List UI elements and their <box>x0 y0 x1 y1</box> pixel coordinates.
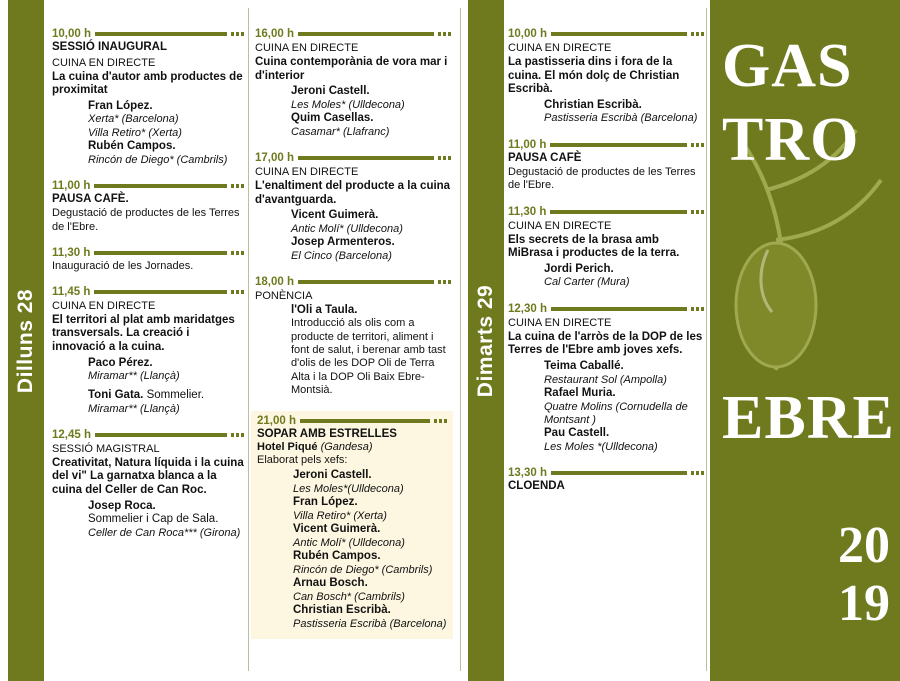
entry-rule <box>551 471 687 475</box>
person-name: Rubén Campos. <box>88 139 176 152</box>
entry-desc: La cuina d'autor amb productes de proximitat <box>52 70 243 97</box>
person-place: Antic Molí* (Ulldecona) <box>293 537 405 550</box>
brand-title-line3: EBRE <box>722 384 895 452</box>
entry-time-row <box>255 28 451 40</box>
entry-rule <box>551 307 687 311</box>
person-name: Paco Pérez. <box>88 356 153 369</box>
entry-time-row <box>257 415 447 427</box>
entry-headline: El territori al plat amb maridatges transversals. La creació i innovació a la cuina. <box>52 313 235 354</box>
person-name: Jordi Perich. <box>544 262 614 275</box>
person <box>88 140 244 167</box>
schedule-entry <box>52 286 244 416</box>
entry-people <box>508 99 704 126</box>
entry-time: 17,00 h <box>255 152 294 165</box>
person <box>88 357 244 384</box>
entry-time-row <box>52 247 244 259</box>
entry-dots-icon <box>434 419 447 423</box>
person-place: Rincón de Diego* (Cambrils) <box>293 564 433 577</box>
day-tab-monday-label: Dilluns 28 <box>14 288 37 393</box>
person <box>293 550 447 577</box>
entry-time-row <box>52 28 244 40</box>
person-name: Christian Escribà. <box>544 98 642 111</box>
schedule-entry <box>255 152 451 263</box>
entry-headline: CLOENDA <box>508 479 565 492</box>
person-name: Fran López. <box>88 99 153 112</box>
entry-desc: Degustació de productes de les Terres de l'Ebre. <box>52 207 240 233</box>
brand-year-line1: 20 <box>838 517 890 574</box>
person <box>544 99 704 126</box>
entry-time: 10,00 h <box>508 28 547 40</box>
person-place: Can Bosch* (Cambrils) <box>293 591 405 604</box>
entry-headline: Creativitat, Natura líquida i la cuina del vi" La garnatxa blanca a la cuina del Celler de Can Roc. <box>52 456 244 497</box>
entry-headline: PAUSA CAFÈ. <box>52 192 129 205</box>
person-name-line <box>88 384 244 403</box>
person-place: Villa Retiro* (Xerta) <box>293 510 387 523</box>
entry-kicker: CUINA EN DIRECTE <box>52 56 156 69</box>
person-place: Pastisseria Escribà (Barcelona) <box>293 618 447 631</box>
person-place: Cal Carter (Mura) <box>544 276 630 289</box>
entry-dots-icon <box>691 471 704 475</box>
entry-subtitle: Elaborat pels xefs: <box>257 454 348 467</box>
schedule-entry <box>255 28 451 139</box>
entry-rule <box>300 419 430 423</box>
entry-time-row <box>508 303 704 315</box>
entry-time: 12,30 h <box>508 302 547 315</box>
person-role: Sommelier. <box>143 388 205 401</box>
person <box>544 387 704 427</box>
schedule-entry <box>52 180 244 234</box>
entry-time: 11,00 h <box>52 179 91 192</box>
person-place: Pastisseria Escribà (Barcelona) <box>544 112 698 125</box>
person <box>293 496 447 523</box>
person-name: Fran López. <box>293 496 358 509</box>
person-name: Toni Gata. <box>88 388 144 401</box>
entry-dots-icon <box>691 210 704 214</box>
person-name: Quim Casellas. <box>291 112 374 125</box>
person-name: Jeroni Castell. <box>293 469 372 482</box>
entry-kicker: CUINA EN DIRECTE <box>508 42 612 54</box>
person <box>293 523 447 550</box>
person-name: Teima Caballé. <box>544 359 624 372</box>
schedule-entry <box>52 247 244 273</box>
entry-kicker: CUINA EN DIRECTE <box>508 316 612 329</box>
person <box>88 100 244 140</box>
person-place: Miramar** (Llançà) <box>88 402 180 415</box>
entry-dots-icon <box>231 290 244 294</box>
person <box>293 604 447 631</box>
person <box>88 500 244 541</box>
person <box>544 427 704 454</box>
schedule-entry <box>508 467 704 494</box>
entry-rule <box>298 156 434 160</box>
column-divider <box>460 8 461 671</box>
person-name: Christian Escribà. <box>293 604 391 617</box>
entry-time: 13,30 h <box>508 466 547 479</box>
brand-title-line2: TRO <box>722 106 860 174</box>
entry-time-row <box>52 429 244 441</box>
entry-dots-icon <box>438 156 451 160</box>
entry-time: 12,45 h <box>52 428 91 441</box>
entry-dots-icon <box>438 280 451 284</box>
entry-dots-icon <box>231 433 244 437</box>
entry-rule <box>95 32 227 36</box>
person-name: Josep Armenteros. <box>291 236 395 249</box>
entry-time: 11,00 h <box>508 138 547 151</box>
entry-time-row <box>255 276 451 288</box>
entry-rule <box>95 433 227 437</box>
entry-time-row <box>508 139 704 151</box>
column-divider <box>248 8 249 671</box>
entry-time: 18,00 h <box>255 276 294 289</box>
day-tab-tuesday-label: Dimarts 29 <box>474 284 497 397</box>
entry-people <box>52 357 244 416</box>
entry-people <box>257 469 447 631</box>
entry-headline: L'enaltiment del producte a la cuina d'avantguarda. <box>255 180 451 206</box>
day-tab-tuesday <box>468 0 504 681</box>
column-divider <box>706 8 707 671</box>
entry-time-row <box>52 180 244 192</box>
entry-time-row <box>508 206 704 218</box>
entry-headline: PAUSA CAFÈ <box>508 151 582 164</box>
entry-time: 11,30 h <box>52 246 91 259</box>
person-place: Antic Molí* (Ulldecona) <box>291 222 403 235</box>
brand-title-line1: GAS <box>722 32 853 100</box>
schedule-entry <box>255 276 451 397</box>
entry-lead: l'Oli a Taula. <box>291 304 358 317</box>
person <box>88 384 244 416</box>
entry-dots-icon <box>438 32 451 36</box>
person-place: El Cinco (Barcelona) <box>291 249 392 262</box>
person-name: Rubén Campos. <box>293 550 381 563</box>
entry-time: 10,00 h <box>52 28 91 40</box>
brand-year-line2: 19 <box>838 575 890 632</box>
entry-headline: Cuina contemporània de vora mar i d'interior <box>255 55 448 82</box>
entry-venue <box>257 441 447 454</box>
entry-headline: La cuina de l'arròs de la DOP de les Terres de l'Ebre amb joves xefs. <box>508 330 703 357</box>
person-name: Rafael Muria. <box>544 386 616 399</box>
person-place: Les Moles* (Ulldecona) <box>291 98 405 111</box>
entry-time-row <box>508 28 704 40</box>
entry-people <box>52 100 244 167</box>
entry-time-row <box>508 467 704 479</box>
entry-rule <box>94 251 227 255</box>
person-place: Celler de Can Roca*** (Girona) <box>88 527 241 540</box>
person-place: Casamar* (Llafranc) <box>291 125 390 138</box>
schedule-entry <box>508 139 704 193</box>
entry-headline: SOPAR AMB ESTRELLES <box>257 427 397 440</box>
person-place: Xerta* (Barcelona) <box>88 113 179 126</box>
person-place: Restaurant Sol (Ampolla) <box>544 373 667 386</box>
entry-dots-icon <box>231 184 244 188</box>
person <box>544 360 704 387</box>
entry-desc: Inauguració de les Jornades. <box>52 259 194 272</box>
entry-kicker: CUINA EN DIRECTE <box>255 42 359 54</box>
venue-place: (Gandesa) <box>320 441 373 454</box>
entry-time: 21,00 h <box>257 414 296 427</box>
entry-rule <box>94 184 227 188</box>
entry-rule <box>551 32 687 36</box>
entry-dots-icon <box>691 307 704 311</box>
person-name: Vicent Guimerà. <box>293 523 381 536</box>
entry-desc: Degustació de productes de les Terres de l'Ebre. <box>508 166 696 192</box>
entry-dots-icon <box>231 251 244 255</box>
entry-people <box>255 209 451 263</box>
entry-kicker: CUINA EN DIRECTE <box>508 219 612 232</box>
person <box>293 577 447 604</box>
entry-dots-icon <box>691 32 704 36</box>
person-place: Rincón de Diego* (Cambrils) <box>88 153 228 166</box>
entry-time-row <box>52 286 244 298</box>
entry-kicker: PONÈNCIA <box>255 290 313 303</box>
person-place: Miramar** (Llançà) <box>88 370 180 383</box>
person <box>291 209 451 236</box>
person-place: Quatre Molins (Cornudella de Montsant ) <box>544 400 688 426</box>
person-name: Josep Roca. <box>88 499 156 512</box>
entry-time: 11,45 h <box>52 285 91 298</box>
schedule-column-tuesday <box>508 28 704 506</box>
person-name: Pau Castell. <box>544 426 610 439</box>
entry-body-text: Introducció als olis com a producte de territori, aliment i font de salut, i berenar amb tast d'olis de les DOP Oli de Terra Alta i la DOP Oli Baix Ebre-Montsià. <box>291 317 446 397</box>
entry-body <box>291 303 451 397</box>
entry-headline: Els secrets de la brasa amb MiBrasa i productes de la terra. <box>508 233 680 260</box>
schedule-entry <box>508 206 704 290</box>
schedule-entry <box>508 303 704 454</box>
entry-dots-icon <box>691 143 704 147</box>
entry-headline: La pastisseria dins i fora de la cuina. El món dolç de Christian Escribà. <box>508 55 680 96</box>
person-place: Les Moles *(Ulldecona) <box>544 440 658 453</box>
person-name: Arnau Bosch. <box>293 577 368 590</box>
schedule-column-morning-monday <box>52 28 244 553</box>
person <box>291 112 451 139</box>
venue-name: Hotel Piqué <box>257 441 318 454</box>
entry-time: 16,00 h <box>255 28 294 40</box>
person <box>291 236 451 263</box>
schedule-entry <box>52 28 244 167</box>
entry-rule <box>298 32 434 36</box>
person <box>544 263 704 290</box>
entry-kicker: SESSIÓ MAGISTRAL <box>52 442 160 455</box>
entry-dots-icon <box>231 32 244 36</box>
entry-rule <box>94 290 227 294</box>
entry-people <box>255 85 451 139</box>
person-place: Villa Retiro* (Xerta) <box>88 126 182 139</box>
schedule-column-afternoon-monday <box>255 28 451 639</box>
brand-panel <box>710 0 900 681</box>
entry-time: 11,30 h <box>508 205 547 218</box>
entry-time-row <box>255 152 451 164</box>
person <box>291 85 451 112</box>
entry-rule <box>550 210 687 214</box>
entry-people <box>508 360 704 454</box>
entry-rule <box>550 143 687 147</box>
entry-kicker: CUINA EN DIRECTE <box>255 166 359 179</box>
person-role: Sommelier i Cap de Sala. <box>88 513 219 526</box>
person-place: Les Moles*(Ulldecona) <box>293 483 404 496</box>
person-name: Jeroni Castell. <box>291 85 370 98</box>
schedule-entry-dinner <box>251 411 453 640</box>
entry-people <box>52 500 244 541</box>
entry-headline: SESSIÓ INAUGURAL <box>52 41 168 53</box>
entry-people <box>508 263 704 290</box>
day-tab-monday <box>8 0 44 681</box>
schedule-entry <box>508 28 704 126</box>
person-name: Vicent Guimerà. <box>291 209 379 222</box>
person <box>293 469 447 496</box>
entry-kicker: CUINA EN DIRECTE <box>52 299 156 312</box>
entry-rule <box>298 280 434 284</box>
schedule-entry <box>52 429 244 540</box>
